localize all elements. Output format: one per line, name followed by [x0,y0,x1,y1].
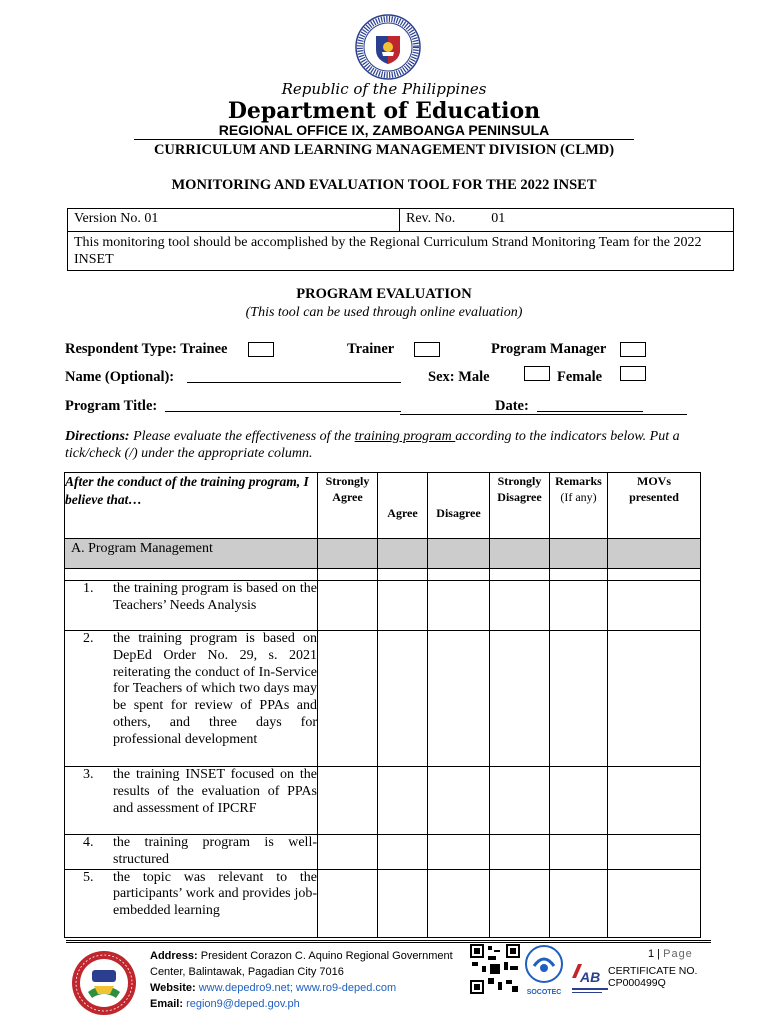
tool-title: MONITORING AND EVALUATION TOOL FOR THE 2022 INSET [171,177,597,193]
rating-cell[interactable] [428,767,490,835]
table-row: 1. the training program is based on the Teachers’ Needs Analysis [65,581,701,631]
deped-region-logo-icon [70,950,138,1016]
spacer-row [65,569,701,581]
qr-code-icon [470,944,520,994]
table-row: 4. the training program is well-structured [65,835,701,870]
col-remarks: Remarks (If any) [550,473,608,539]
sex-male-label: Sex: Male [428,369,490,385]
address-line-1: President Corazon C. Aquino Regional Government [200,950,453,962]
version-number: Version No. 01 [68,209,400,231]
col-strongly-disagree: Strongly Disagree [490,473,550,539]
program-title-input[interactable] [165,411,401,412]
website-link[interactable]: www.depedro9.net; www.ro9-deped.com [198,982,397,994]
male-checkbox[interactable] [524,366,550,381]
trainer-label: Trainer [347,341,395,357]
rating-cell[interactable] [490,835,550,870]
remarks-cell[interactable] [550,581,608,631]
svg-text:AB: AB [580,969,601,985]
remarks-cell[interactable] [550,767,608,835]
date-input[interactable] [537,411,643,412]
regional-office-heading: REGIONAL OFFICE IX, ZAMBOANGA PENINSULA [218,122,550,138]
rating-cell[interactable] [318,835,378,870]
movs-cell[interactable] [608,869,701,937]
remarks-cell[interactable] [550,869,608,937]
deped-seal-icon [355,14,421,80]
table-row: 2. the training program is based on DepEd Order No. 29, s. 2021 reiterating the conduct of In-Service for Teachers of which two days may be spent for review of PPAs and others, and three days for professional development [65,631,701,767]
rating-cell[interactable] [318,581,378,631]
rating-cell[interactable] [378,869,428,937]
evaluation-table [64,472,701,938]
rating-cell[interactable] [428,869,490,937]
header-divider [134,139,634,140]
department-heading: Department of Education [227,98,541,124]
col-strongly-agree: Strongly Agree [318,473,378,539]
program-evaluation-title: PROGRAM EVALUATION [296,286,472,302]
female-checkbox[interactable] [620,366,646,381]
rating-cell[interactable] [318,869,378,937]
certificate-number: CERTIFICATE NO. CP000499Q [608,965,698,989]
socotec-logo-icon [524,944,564,984]
program-title-label: Program Title: [65,398,158,414]
female-label: Female [557,369,603,385]
directions: Directions: Please evaluate the effectiveness of the training program according to the indicators below. Put a tick/check (/) under the appropriate column. [65,429,680,461]
iab-accreditation-icon [568,958,612,998]
revision-number: Rev. No. 01 [406,211,506,226]
republic-heading: Republic of the Philippines [281,80,487,98]
remarks-cell[interactable] [550,835,608,870]
name-label: Name (Optional): [65,369,175,385]
section-row [65,539,701,569]
page-number: 1 | Page [648,948,693,960]
rating-cell[interactable] [428,631,490,767]
movs-cell[interactable] [608,631,701,767]
movs-cell[interactable] [608,767,701,835]
rating-cell[interactable] [378,835,428,870]
col-agree: Agree [378,473,428,539]
version-note: This monitoring tool should be accomplished by the Regional Curriculum Strand Monitoring Team for the 2022 INSET [74,235,702,267]
movs-cell[interactable] [608,835,701,870]
form-divider [400,414,687,415]
directions-label: Directions: [65,429,130,444]
trainee-checkbox[interactable] [248,342,274,357]
rating-cell[interactable] [490,869,550,937]
program-manager-label: Program Manager [491,341,607,357]
table-row: 3. the training INSET focused on the results of the evaluation of PPAs and assessment of IPCRF [65,767,701,835]
col-movs: MOVs presented [608,473,701,539]
rating-cell[interactable] [490,631,550,767]
section-program-management: A. Program Management [65,539,318,569]
program-evaluation-subtitle: (This tool can be used through online evaluation) [245,305,523,320]
rating-cell[interactable] [378,581,428,631]
footer-divider [66,940,711,943]
table-header-row [65,473,701,539]
date-label: Date: [495,398,529,414]
rating-cell[interactable] [428,581,490,631]
table-row: 5. the topic was relevant to the participants’ work and provides job-embedded learning [65,869,701,937]
socotec-badge [524,944,564,1002]
footer-contact: Address: President Corazon C. Aquino Regional Government Center, Balintawak, Pagadian City 7016 Website: www.depedro9.net; www.ro9-deped.com Email: region9@deped.gov.ph [150,950,453,1010]
rating-cell[interactable] [490,581,550,631]
version-box [67,208,734,271]
division-heading: CURRICULUM AND LEARNING MANAGEMENT DIVISION (CLMD) [153,142,615,158]
respondent-type-label: Respondent Type: Trainee [65,341,228,357]
movs-cell[interactable] [608,581,701,631]
table-header-statement: After the conduct of the training program, I believe that… [65,473,318,539]
socotec-label: SOCOTEC [526,989,562,996]
address-line-2: Center, Balintawak, Pagadian City 7016 [150,966,344,978]
trainer-checkbox[interactable] [414,342,440,357]
email-link[interactable]: region9@deped.gov.ph [186,998,300,1010]
remarks-cell[interactable] [550,631,608,767]
rating-cell[interactable] [428,835,490,870]
rating-cell[interactable] [378,767,428,835]
program-manager-checkbox[interactable] [620,342,646,357]
rating-cell[interactable] [318,631,378,767]
rating-cell[interactable] [378,631,428,767]
name-input[interactable] [187,382,401,383]
col-disagree: Disagree [428,473,490,539]
rating-cell[interactable] [318,767,378,835]
rating-cell[interactable] [490,767,550,835]
